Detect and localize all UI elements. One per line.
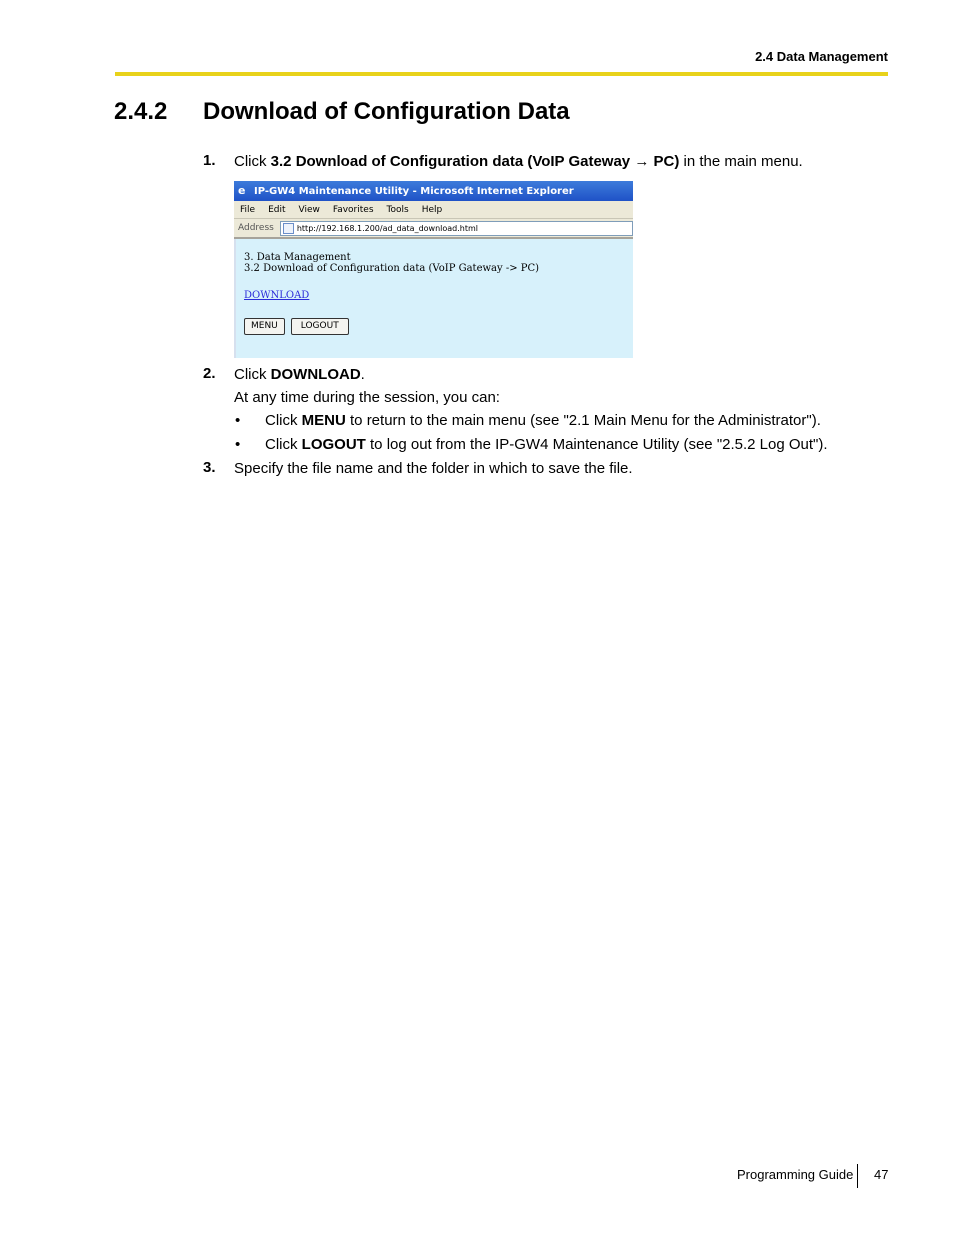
step-1-menu-path-end: PC)	[649, 153, 680, 170]
menu-favorites[interactable]: Favorites	[332, 204, 374, 215]
window-titlebar	[234, 181, 633, 201]
bullet-2-text	[265, 436, 828, 453]
menu-button[interactable]: MENU	[244, 318, 285, 335]
content-heading: 3. Data Management	[244, 252, 351, 263]
section-number: 2.4.2	[114, 98, 168, 125]
logout-button[interactable]: LOGOUT	[291, 318, 349, 335]
running-header: 2.4 Data Management	[755, 49, 888, 64]
step-2-post: .	[360, 366, 365, 383]
content-subheading: 3.2 Download of Configuration data (VoIP Gateway -> PC)	[244, 263, 540, 274]
bullet-1-dot: •	[235, 412, 241, 429]
bullet-2-bold: LOGOUT	[301, 436, 366, 453]
bullet-1-text	[265, 412, 821, 429]
ie-icon: e	[238, 184, 246, 197]
download-link[interactable]: DOWNLOAD	[244, 290, 310, 301]
window-title: IP-GW4 Maintenance Utility - Microsoft Internet Explorer	[254, 185, 574, 197]
step-1-text	[234, 153, 803, 170]
step-1-post: in the main menu.	[679, 153, 803, 170]
bullet-1-bold: MENU	[301, 412, 346, 429]
bullet-2-post: to log out from the IP-GW4 Maintenance Utility (see "2.5.2 Log Out").	[365, 436, 828, 453]
menu-tools[interactable]: Tools	[386, 204, 409, 215]
step-1-pre: Click	[234, 153, 271, 170]
page-icon	[283, 223, 294, 234]
step-2-note: At any time during the session, you can:	[234, 389, 500, 406]
browser-screenshot	[234, 181, 633, 358]
footer-label: Programming Guide	[737, 1167, 854, 1182]
step-1-number: 1.	[203, 152, 216, 169]
step-3-number: 3.	[203, 459, 216, 476]
bullet-1-post: to return to the main menu (see "2.1 Main Menu for the Administrator").	[345, 412, 821, 429]
section-title-text: Download of Configuration Data	[203, 98, 570, 125]
arrow-icon: →	[634, 153, 650, 170]
address-field[interactable]	[280, 221, 633, 236]
menu-bar	[234, 201, 633, 219]
step-2-bold: DOWNLOAD	[270, 366, 361, 383]
address-bar	[234, 219, 633, 239]
address-label: Address	[238, 223, 274, 233]
bullet-2-pre: Click	[265, 436, 302, 453]
step-2-pre: Click	[234, 366, 271, 383]
address-url: http://192.168.1.200/ad_data_download.html	[296, 223, 479, 233]
bullet-1-pre: Click	[265, 412, 302, 429]
page-number: 47	[874, 1167, 889, 1182]
section-title	[114, 98, 570, 126]
browser-content	[236, 239, 633, 358]
button-row	[244, 318, 633, 335]
header-rule	[115, 72, 888, 76]
bullet-2-dot: •	[235, 436, 241, 453]
step-1-menu-path: 3.2 Download of Configuration data (VoIP Gateway	[270, 153, 635, 170]
menu-file[interactable]: File	[240, 204, 256, 215]
step-2-number: 2.	[203, 365, 216, 382]
step-3-text: Specify the file name and the folder in which to save the file.	[234, 460, 633, 477]
footer-separator	[857, 1164, 858, 1188]
menu-edit[interactable]: Edit	[268, 204, 286, 215]
menu-view[interactable]: View	[298, 204, 320, 215]
step-2-text	[234, 366, 365, 383]
menu-help[interactable]: Help	[421, 204, 443, 215]
